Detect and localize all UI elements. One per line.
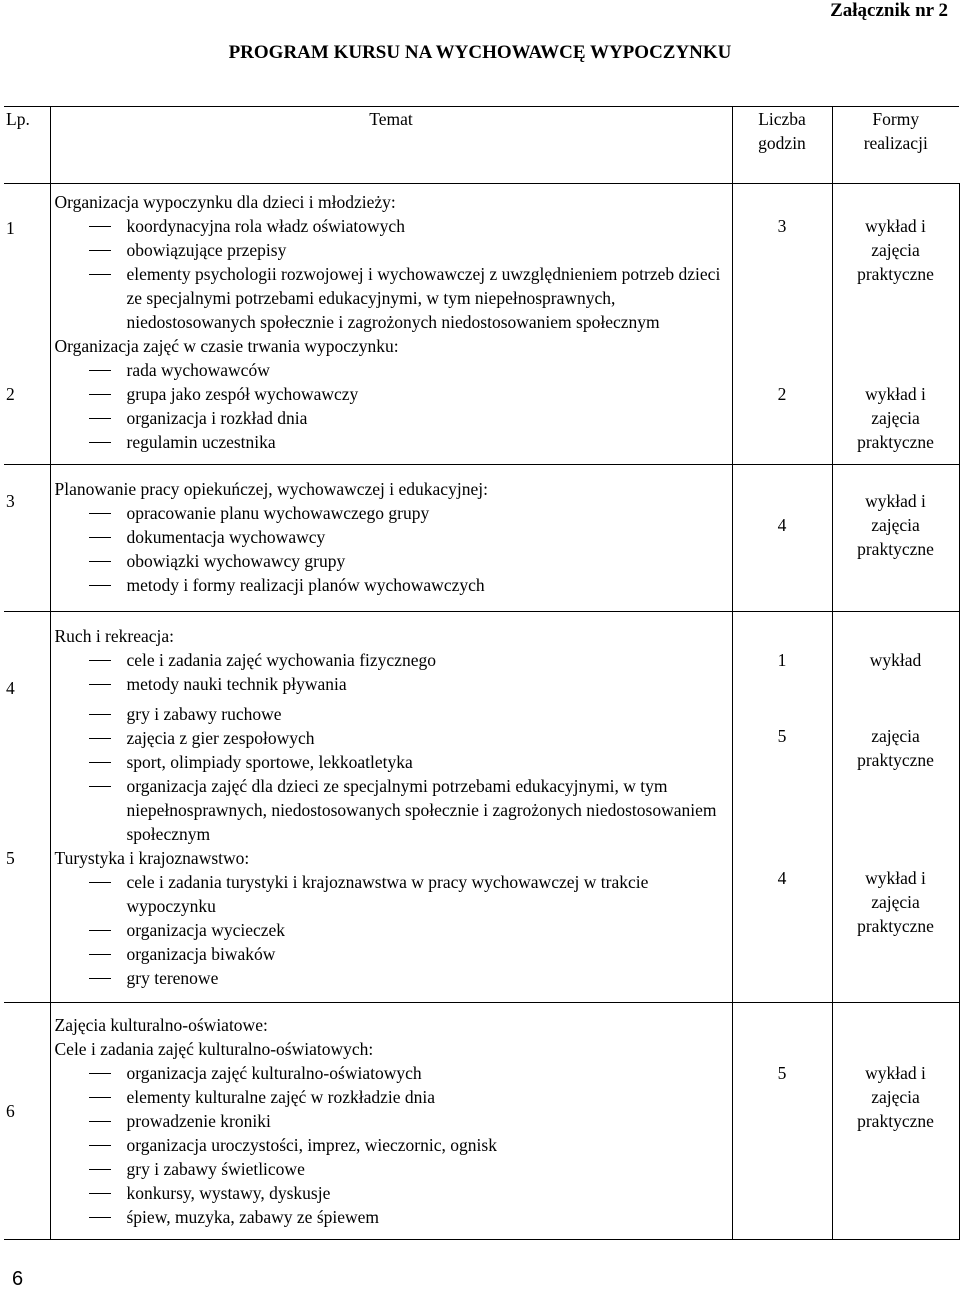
topic-list bbox=[55, 358, 728, 454]
topic-list bbox=[55, 214, 728, 334]
row-title: Turystyka i krajoznawstwo: bbox=[54, 848, 250, 868]
list-item: metody nauki technik pływania bbox=[55, 672, 728, 696]
row-forms: wykład i zajęcia praktyczne bbox=[832, 334, 959, 465]
list-item: metody i formy realizacji planów wychowawczych bbox=[55, 573, 728, 597]
list-item: obowiązki wychowawcy grupy bbox=[55, 549, 728, 573]
table-row bbox=[4, 184, 959, 335]
row-hours: 4 bbox=[732, 465, 832, 612]
list-item: śpiew, muzyka, zabawy ze śpiewem bbox=[55, 1205, 728, 1229]
row-subtitle: Cele i zadania zajęć kulturalno-oświatowych: bbox=[54, 1039, 374, 1059]
list-item: prowadzenie kroniki bbox=[55, 1109, 728, 1133]
row-topic bbox=[50, 612, 732, 847]
header-forms: Formy realizacji bbox=[832, 107, 959, 184]
table-row bbox=[4, 612, 959, 847]
row-forms: wykład i zajęcia praktyczne bbox=[832, 846, 959, 1003]
list-item: gry i zabawy ruchowe bbox=[55, 702, 728, 726]
list-item: organizacja biwaków bbox=[55, 942, 728, 966]
header-lp: Lp. bbox=[4, 107, 50, 184]
row-title: Organizacja zajęć w czasie trwania wypoczynku: bbox=[54, 336, 399, 356]
row-number: 6 bbox=[4, 1003, 50, 1240]
list-item: organizacja i rozkład dnia bbox=[55, 406, 728, 430]
row-forms: wykład zajęcia praktyczne bbox=[832, 612, 959, 847]
table-row bbox=[4, 334, 959, 465]
list-item: dokumentacja wychowawcy bbox=[55, 525, 728, 549]
topic-list bbox=[55, 702, 728, 846]
list-item: zajęcia z gier zespołowych bbox=[55, 726, 728, 750]
list-item: obowiązujące przepisy bbox=[55, 238, 728, 262]
table-row bbox=[4, 465, 959, 612]
row-topic bbox=[50, 846, 732, 1003]
row-hours: 5 bbox=[732, 1003, 832, 1240]
row-title: Organizacja wypoczynku dla dzieci i młodzieży: bbox=[54, 192, 396, 212]
topic-list bbox=[55, 870, 728, 990]
row-number: 2 bbox=[4, 334, 50, 465]
row-number: 3 bbox=[4, 465, 50, 612]
list-item: elementy psychologii rozwojowej i wychowawczej z uwzględnieniem potrzeb dzieci ze specjalnymi potrzebami edukacyjnymi, w tym niepełnosprawnych, niedostosowanych społecznie i zagrożonych niedostosowaniem społecznym bbox=[55, 262, 728, 334]
row-forms: wykład i zajęcia praktyczne bbox=[832, 1003, 959, 1240]
list-item: grupa jako zespół wychowawczy bbox=[55, 382, 728, 406]
program-table bbox=[4, 106, 960, 1240]
list-item: koordynacyjna rola władz oświatowych bbox=[55, 214, 728, 238]
list-item: cele i zadania turystyki i krajoznawstwa w pracy wychowawczej w trakcie wypoczynku bbox=[55, 870, 728, 918]
document-title: PROGRAM KURSU NA WYCHOWAWCĘ WYPOCZYNKU bbox=[228, 42, 732, 63]
list-item: organizacja uroczystości, imprez, wieczornic, ognisk bbox=[55, 1133, 728, 1157]
list-item: regulamin uczestnika bbox=[55, 430, 728, 454]
header-topic: Temat bbox=[50, 107, 732, 184]
topic-list bbox=[55, 1061, 728, 1229]
topic-list bbox=[55, 648, 728, 696]
row-topic bbox=[50, 334, 732, 465]
row-hours: 2 bbox=[732, 334, 832, 465]
list-item: opracowanie planu wychowawczego grupy bbox=[55, 501, 728, 525]
row-topic bbox=[50, 184, 732, 335]
list-item: rada wychowawców bbox=[55, 358, 728, 382]
row-hours: 4 bbox=[732, 846, 832, 1003]
topic-list bbox=[55, 501, 728, 597]
list-item: organizacja wycieczek bbox=[55, 918, 728, 942]
annex-label: Załącznik nr 2 bbox=[830, 0, 948, 21]
row-title: Ruch i rekreacja: bbox=[54, 626, 175, 646]
row-number: 4 bbox=[6, 678, 15, 698]
row-hours: 3 bbox=[732, 184, 832, 335]
row-title: Planowanie pracy opiekuńczej, wychowawczej i edukacyjnej: bbox=[54, 479, 488, 499]
row-forms: wykład i zajęcia praktyczne bbox=[832, 184, 959, 335]
row-hours: 1 5 bbox=[732, 612, 832, 847]
page-number: 6 bbox=[12, 1268, 24, 1290]
list-item: elementy kulturalne zajęć w rozkładzie dnia bbox=[55, 1085, 728, 1109]
list-item: gry terenowe bbox=[55, 966, 728, 990]
table-row bbox=[4, 846, 959, 1003]
row-number: 1 bbox=[6, 218, 15, 238]
list-item: konkursy, wystawy, dyskusje bbox=[55, 1181, 728, 1205]
list-item: sport, olimpiady sportowe, lekkoatletyka bbox=[55, 750, 728, 774]
row-forms: wykład i zajęcia praktyczne bbox=[832, 465, 959, 612]
row-title: Zajęcia kulturalno-oświatowe: bbox=[54, 1015, 268, 1035]
row-number: 5 bbox=[4, 846, 50, 1003]
list-item: organizacja zajęć dla dzieci ze specjalnymi potrzebami edukacyjnymi, w tym niepełnosprawnych, niedostosowanych społecznie i zagrożonych niedostosowaniem społecznym bbox=[55, 774, 728, 846]
list-item: gry i zabawy świetlicowe bbox=[55, 1157, 728, 1181]
table-row bbox=[4, 1003, 959, 1240]
table-header-row bbox=[4, 107, 959, 184]
list-item: cele i zadania zajęć wychowania fizycznego bbox=[55, 648, 728, 672]
row-topic bbox=[50, 465, 732, 612]
list-item: organizacja zajęć kulturalno-oświatowych bbox=[55, 1061, 728, 1085]
row-topic bbox=[50, 1003, 732, 1240]
header-hours: Liczba godzin bbox=[732, 107, 832, 184]
